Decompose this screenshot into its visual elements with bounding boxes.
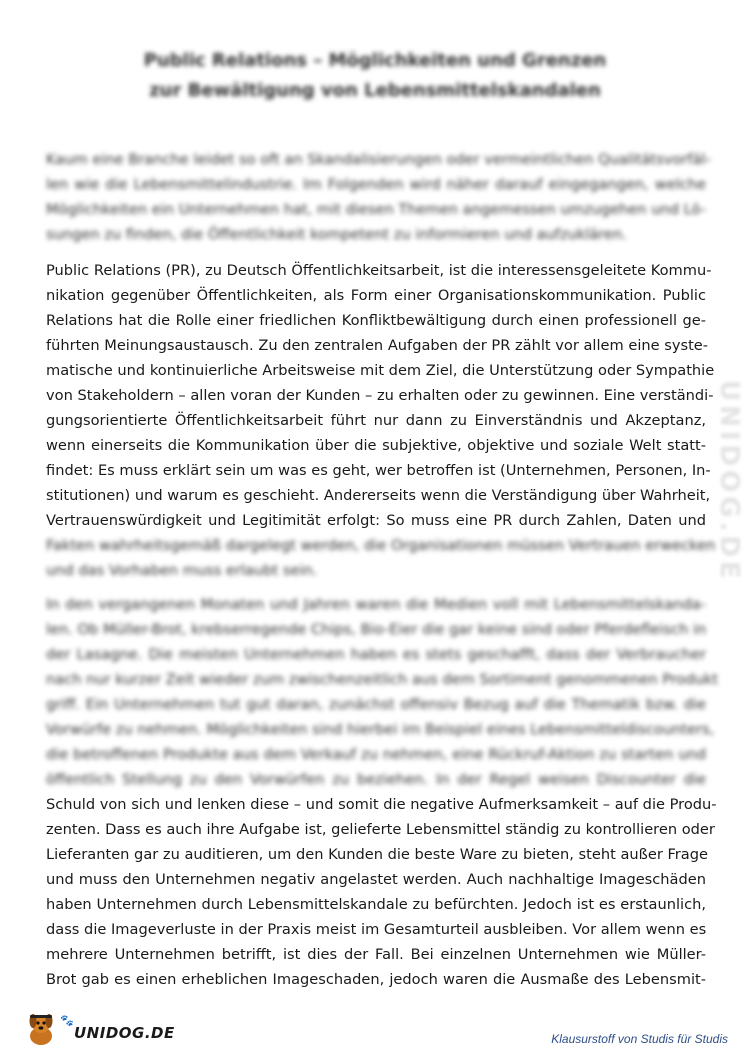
text-line: Brot gab es einen erheblichen Imageschaden, jedoch waren die Ausmaße des Lebensmit- <box>46 971 706 988</box>
logo-text: UNIDOG.DE <box>74 1024 175 1042</box>
text-line: Public Relations (PR), zu Deutsch Öffentlichkeitsarbeit, ist die interessensgeleitete Kommu- <box>46 262 712 279</box>
text-line: von Stakeholdern – allen voran der Kunden – zu erhalten oder zu gewinnen. Eine verständi- <box>46 387 714 404</box>
text-line: Lieferanten gar zu auditieren, um den Kunden die beste Ware zu bieten, steht außer Frage <box>46 846 708 863</box>
text-line-blurred: der Lasagne. Die meisten Unternehmen haben es stets geschafft, dass der Verbraucher <box>46 646 706 663</box>
text-line: dass die Imageverluste in der Praxis meist im Gesamturteil ausbleiben. Vor allem wenn es <box>46 921 707 938</box>
text-line: matische und kontinuierliche Arbeitsweise mit dem Ziel, die Unterstützung oder Sympathie <box>46 362 715 379</box>
text-line: Möglichkeiten ein Unternehmen hat, mit diesen Themen angemessen umzugehen und Lö- <box>46 201 706 218</box>
text-line: Relations hat die Rolle einer friedlichen Konfliktbewältigung durch einen professionell ge- <box>46 312 706 329</box>
text-line: Kaum eine Branche leidet so oft an Skandalisierungen oder vermeintlichen Qualitätsvorfäl- <box>46 151 711 168</box>
text-line: gungsorientierte Öffentlichkeitsarbeit führt nur dann zu Einverständnis und Akzeptanz, <box>46 412 706 429</box>
text-line-blurred: Fakten wahrheitsgemäß dargelegt werden, die Organisationen müssen Vertrauen erwecken <box>46 537 716 554</box>
text-line: sungen zu finden, die Öffentlichkeit kompetent zu informieren und aufzuklären. <box>46 226 627 243</box>
unidog-logo[interactable] <box>22 1010 175 1050</box>
paw-icon: 🐾 <box>60 1014 74 1027</box>
intro-paragraph-blurred <box>46 147 711 247</box>
text-line: Schuld von sich und lenken diese – und somit die negative Aufmerksamkeit – auf die Produ- <box>46 796 717 813</box>
text-line-blurred: öffentlich Stellung zu den Vorwürfen zu beziehen. In der Regel weisen Discounter die <box>46 771 706 788</box>
text-line-blurred: die betroffenen Produkte aus dem Verkauf zu nehmen, eine Rückruf-Aktion zu starten und <box>46 746 706 763</box>
text-line-blurred: len. Ob Müller-Brot, krebserregende Chips, Bio-Eier die gar keine sind oder Pferdefleisch in <box>46 621 707 638</box>
text-line-blurred: nach nur kurzer Zeit wieder zum zwischenzeitlich aus dem Sortiment genommenen Produkt <box>46 671 719 688</box>
text-line-blurred: In den vergangenen Monaten und Jahren waren die Medien voll mit Lebensmittelskanda- <box>46 596 706 613</box>
text-line: len wie die Lebensmittelindustrie. Im Folgenden wird näher darauf eingegangen, welche <box>46 176 706 193</box>
footer-tagline: Klausurstoff von Studis für Studis <box>551 1032 728 1046</box>
text-line: wenn einerseits die Kommunikation über die subjektive, objektive und soziale Welt statt- <box>46 437 706 454</box>
text-line-blurred: griff. Ein Unternehmen tut gut daran, zunächst offensiv Bezug auf die Thematik bzw. die <box>46 696 706 713</box>
text-line: mehrere Unternehmen betrifft, ist dies der Fall. Bei einzelnen Unternehmen wie Müller- <box>46 946 706 963</box>
text-line: nikation gegenüber Öffentlichkeiten, als Form einer Organisationskommunikation. Public <box>46 287 706 304</box>
document-title-line-2: zur Bewältigung von Lebensmittelskandalen <box>149 80 601 101</box>
text-line: zenten. Dass es auch ihre Aufgabe ist, gelieferte Lebensmittel ständig zu kontrollieren oder <box>46 821 715 838</box>
text-line-blurred: und das Vorhaben muss erlaubt sein. <box>46 562 318 579</box>
unidog-watermark: UNIDOG.DE <box>714 380 744 583</box>
text-line: Vertrauenswürdigkeit und Legitimität erfolgt: So muss eine PR durch Zahlen, Daten und <box>46 512 706 529</box>
paragraph-lebensmittelskandale <box>46 592 719 992</box>
text-line: und muss den Unternehmen negativ angelastet werden. Auch nachhaltige Imageschäden <box>46 871 706 888</box>
text-line: findet: Es muss erklärt sein um was es geht, wer betroffen ist (Unternehmen, Personen, In- <box>46 462 711 479</box>
paragraph-public-relations <box>46 258 716 583</box>
document-title-line-1: Public Relations – Möglichkeiten und Grenzen <box>143 50 607 71</box>
text-line: haben Unternehmen durch Lebensmittelskandale zu befürchten. Jedoch ist es erstaunlich, <box>46 896 706 913</box>
text-line-blurred: Vorwürfe zu nehmen. Möglichkeiten sind hierbei im Beispiel eines Lebensmitteldiscounters, <box>46 721 715 738</box>
text-line: stitutionen) und warum es geschieht. Andererseits wenn die Verständigung über Wahrheit, <box>46 487 711 504</box>
text-line: führten Meinungsaustausch. Zu den zentralen Aufgaben der PR zählt vor allem eine syste- <box>46 337 709 354</box>
dog-mascot-icon <box>26 1012 56 1046</box>
